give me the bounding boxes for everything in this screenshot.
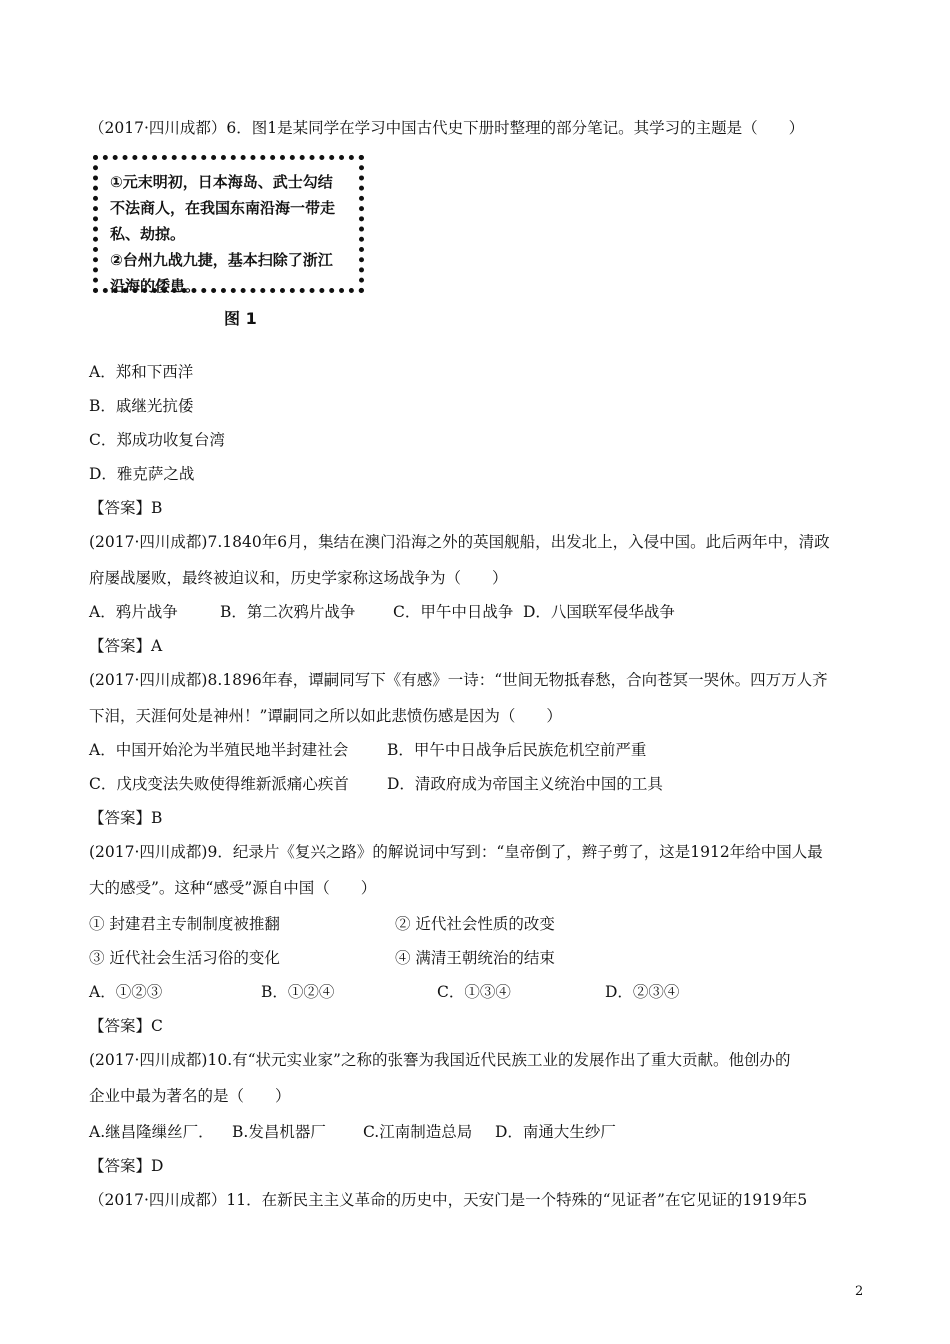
q9-option-b: B．①②④ (261, 983, 335, 1001)
question-10-stem-line2: 企业中最为著名的是（ ） (89, 1087, 291, 1105)
question-10-stem-line1: (2017·四川成都)10.有“状元实业家”之称的张謇为我国近代民族工业的发展作出了重大贡献。他创办的 (89, 1051, 791, 1069)
q7-option-b: B．第二次鸦片战争 (220, 603, 356, 621)
q7-option-a: A．鸦片战争 (89, 603, 178, 621)
q9-item-2: ② 近代社会性质的改变 (395, 915, 555, 933)
q6-option-b: B．戚继光抗倭 (89, 397, 194, 415)
q8-option-c: C．戊戌变法失败使得维新派痛心疾首 (89, 775, 349, 793)
q8-option-d: D．清政府成为帝国主义统治中国的工具 (387, 775, 663, 793)
q10-option-c: C.江南制造总局 (363, 1123, 473, 1141)
q6-option-c: C．郑成功收复台湾 (89, 431, 225, 449)
q9-item-1: ① 封建君主专制制度被推翻 (89, 915, 280, 933)
question-8-stem-line1: (2017·四川成都)8.1896年春，谭嗣同写下《有感》一诗：“世间无物抵春愁，合向苍冥一哭休。四万万人齐 (89, 671, 828, 689)
q9-option-d: D．②③④ (605, 983, 680, 1001)
note-line: 沿海的倭患。 (110, 277, 201, 295)
note-line: 不法商人，在我国东南沿海一带走 (110, 199, 336, 217)
note-line: ②台州九战九捷，基本扫除了浙江 (110, 251, 333, 269)
question-7-stem-line1: (2017·四川成都)7.1840年6月，集结在澳门沿海之外的英国舰船，出发北上，入侵中国。此后两年中，清政 (89, 533, 830, 551)
question-7-stem-line2: 府屡战屡败，最终被迫议和，历史学家称这场战争为（ ） (89, 569, 508, 587)
q10-option-b: B.发昌机器厂 (232, 1123, 326, 1141)
q7-option-c: C．甲午中日战争 (393, 603, 514, 621)
q8-option-b: B．甲午中日战争后民族危机空前严重 (387, 741, 647, 759)
figure-1-notes (93, 155, 364, 293)
note-line: 私、劫掠。 (110, 225, 186, 243)
q6-answer: 【答案】B (89, 499, 163, 517)
q10-answer: 【答案】D (89, 1157, 164, 1175)
q10-option-a: A.继昌隆缫丝厂． (89, 1123, 214, 1141)
q6-option-a: A．郑和下西洋 (89, 363, 194, 381)
note-line: ①元末明初，日本海岛、武士勾结 (110, 173, 333, 191)
q8-answer: 【答案】B (89, 809, 163, 827)
figure-caption: 图 1 (224, 309, 257, 328)
q10-option-d: D．南通大生纱厂 (495, 1123, 616, 1141)
q9-item-3: ③ 近代社会生活习俗的变化 (89, 949, 280, 967)
question-9-stem-line1: (2017·四川成都)9．纪录片《复兴之路》的解说词中写到：“皇帝倒了，辫子剪了，这是1912年给中国人最 (89, 843, 823, 861)
q9-item-4: ④ 满清王朝统治的结束 (395, 949, 555, 967)
q7-answer: 【答案】A (89, 637, 163, 655)
q6-option-d: D．雅克萨之战 (89, 465, 195, 483)
q9-option-a: A．①②③ (89, 983, 163, 1001)
q8-option-a: A．中国开始沦为半殖民地半封建社会 (89, 741, 349, 759)
question-8-stem-line2: 下泪，天涯何处是神州！”谭嗣同之所以如此悲愤伤感是因为（ ） (89, 707, 562, 725)
question-11-stem-line1: （2017·四川成都）11．在新民主主义革命的历史中，天安门是一个特殊的“见证者”在它见证的1919年5 (89, 1191, 808, 1209)
page-number: 2 (855, 1284, 864, 1299)
question-9-stem-line2: 大的感受”。这种“感受”源自中国（ ） (89, 879, 377, 897)
q9-answer: 【答案】C (89, 1017, 163, 1035)
question-6-stem: （2017·四川成都）6．图1是某同学在学习中国古代史下册时整理的部分笔记。其学习的主题是（ ） (89, 119, 805, 137)
q7-option-d: D．八国联军侵华战争 (523, 603, 675, 621)
q9-option-c: C．①③④ (437, 983, 511, 1001)
